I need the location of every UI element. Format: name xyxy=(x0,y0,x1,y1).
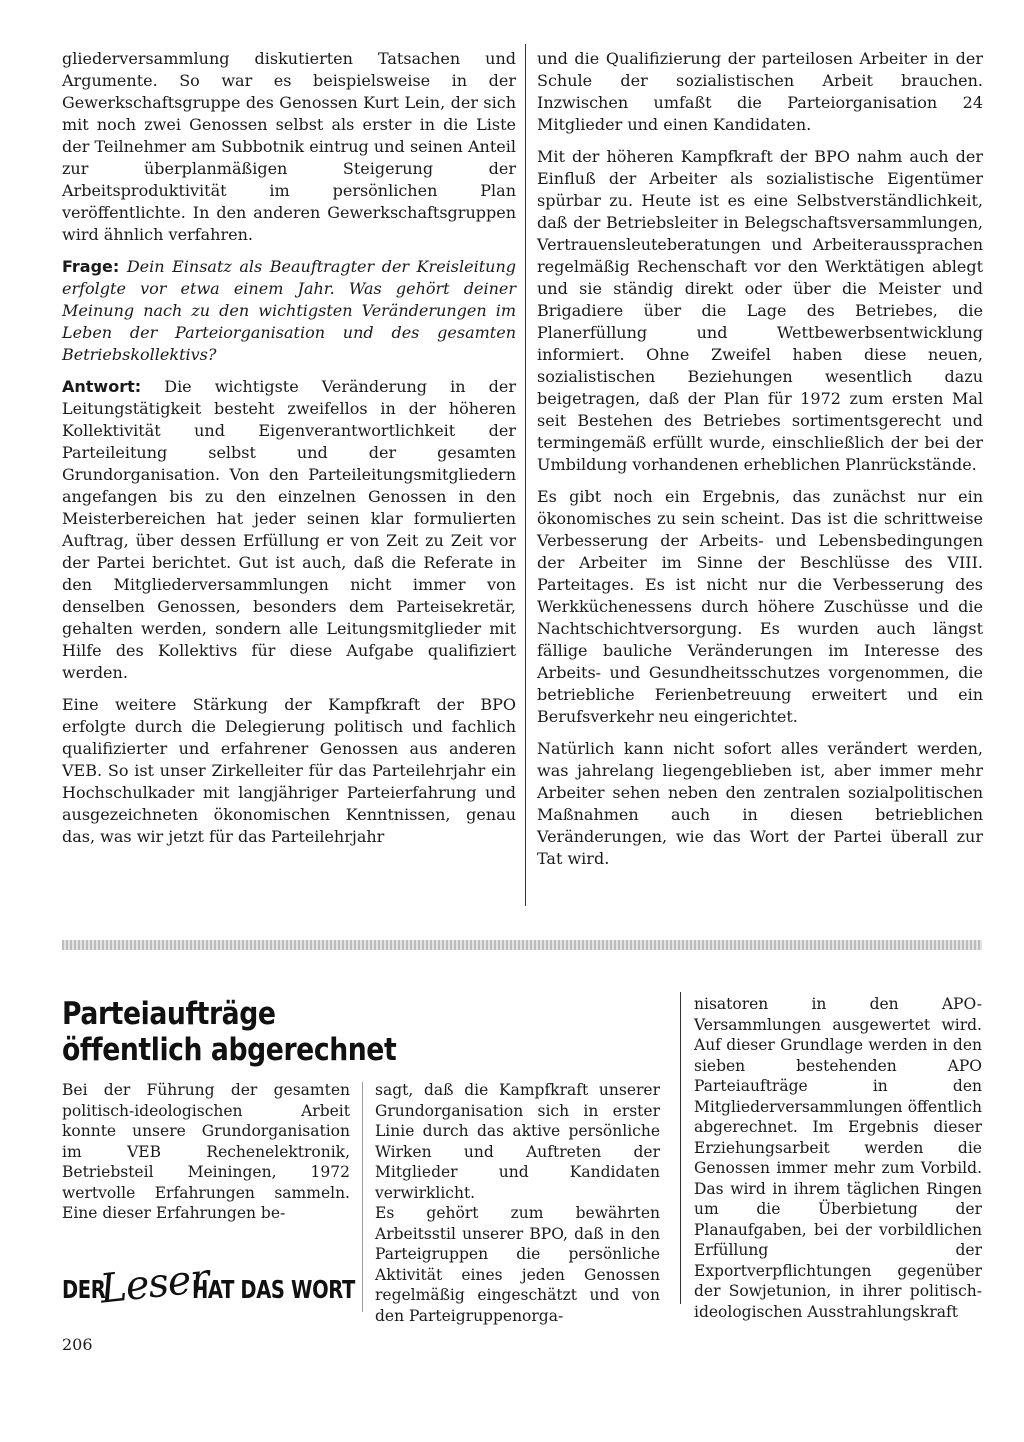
paragraph: sagt, daß die Kampfkraft unserer Grundorganisation sich in erster Linie durch das aktive persönliche Wirken und Auftreten der Mitglieder und Kandidaten verwirklicht. xyxy=(375,1081,660,1202)
article-column-2 xyxy=(375,1080,660,1336)
paragraph: und die Qualifizierung der parteilosen Arbeiter in der Schule der sozialistischen Arbeit brauchen. Inzwischen umfaßt die Parteiorganisation 24 Mitglieder und einen Kandidaten. xyxy=(537,49,983,134)
article-column-3 xyxy=(694,994,982,1332)
paragraph: Natürlich kann nicht sofort alles verändert werden, was jahrelang liegengeblieben ist, aber immer mehr Arbeiter sehen neben den zentralen sozialpolitischen Maßnahmen auch in diesen betrieblichen Veränderungen, wie das Wort der Partei überall zur Tat wird. xyxy=(537,739,983,868)
top-left-column xyxy=(62,48,516,858)
answer-label: Antwort: xyxy=(62,377,142,396)
headline-line: Parteiaufträge xyxy=(62,996,276,1032)
answer-paragraph xyxy=(62,376,516,684)
logo-text-leser: Leser xyxy=(97,1255,211,1313)
column-divider xyxy=(525,44,526,906)
column-divider xyxy=(362,1082,363,1312)
question-text: Dein Einsatz als Beauftragter der Kreisleitung erfolgte vor etwa einem Jahr. Was gehört deiner Meinung nach zu den wichtigsten Veränderungen im Leben der Parteiorganisation und des gesamten Betriebskollektivs? xyxy=(62,257,516,364)
logo-text-hat-das-wort: HAT DAS WORT xyxy=(192,1274,356,1304)
section-separator xyxy=(62,940,982,950)
paragraph: Bei der Führung der gesamten politisch-ideologischen Arbeit konnte unsere Grundorganisation im VEB Rechenelektronik, Betriebsteil Meiningen, 1972 wertvolle Erfahrungen sammeln. Eine dieser Erfahrungen be- xyxy=(62,1081,350,1222)
reader-column-logo xyxy=(62,1255,356,1313)
paragraph: Es gehört zum bewährten Arbeitsstil unserer BPO, daß in den Parteigruppen die persönliche Aktivität eines jeden Genossen regelmäßig eingeschätzt und von den Parteigruppenorga- xyxy=(375,1204,660,1325)
headline-line: öffentlich abgerechnet xyxy=(62,1032,397,1068)
page-number: 206 xyxy=(62,1335,93,1354)
answer-text: Die wichtigste Veränderung in der Leitungstätigkeit besteht zweifellos in der höheren Kollektivität und Eigenverantwortlichkeit der Parteileitung selbst und der gesamten Grundorganisation. Von den Parteileitungsmitgliedern angefangen bis zu den einzelnen Genossen in den Meisterbereichen hat jeder seinen klar formulierten Auftrag, über dessen Erfüllung er von Zeit zu Zeit vor der Partei berichtet. Gut ist auch, daß die Referate in den Mitgliederversammlungen nicht immer von denselben Genossen, besonders dem Parteisekretär, gehalten werden, sondern alle Leitungsmitglieder mit Hilfe des Kollektivs für diese Aufgabe qualifiziert werden. xyxy=(62,377,516,682)
article-headline xyxy=(62,996,397,1068)
article-column-1 xyxy=(62,1080,350,1234)
question-label: Frage: xyxy=(62,257,120,276)
paragraph: gliederversammlung diskutierten Tatsachen und Argumente. So war es beispielsweise in der Gewerkschaftsgruppe des Genossen Kurt Lein, der sich mit noch zwei Genossen selbst als erster in die Liste der Teilnehmer am Subbotnik eintrug und seinen Anteil zur überplanmäßigen Steigerung der Arbeitsproduktivität im persönlichen Plan veröffentlichte. In den anderen Gewerkschaftsgruppen wird ähnlich verfahren. xyxy=(62,49,516,244)
logo-text-der: DER xyxy=(62,1274,106,1304)
question-paragraph xyxy=(62,256,516,366)
paragraph: Mit der höheren Kampfkraft der BPO nahm auch der Einfluß der Arbeiter als sozialistische Eigentümer spürbar zu. Heute ist es eine Selbstverständlichkeit, daß der Betriebsleiter in Belegschaftsversammlungen, Vertrauensleuteberatungen und Arbeiteraussprachen regelmäßig Rechenschaft vor den Werktätigen ablegt und sie ständig direkt oder über die Meister und Brigadiere über die Lage des Betriebes, die Planerfüllung und Wettbewerbsentwicklung informiert. Ohne Zweifel haben diese neuen, sozialistischen Beziehungen wesentlich dazu beigetragen, daß der Plan für 1972 zum ersten Mal seit Bestehen des Betriebes sortimentsgerecht und termingemäß erfüllt wurde, einschließlich der bei der Umbildung vorhandenen erheblichen Planrückstände. xyxy=(537,147,983,474)
paragraph: nisatoren in den APO-Versammlungen ausgewertet wird. Auf dieser Grundlage werden in den sieben bestehenden APO Parteiaufträge in den Mitgliederversammlungen öffentlich abgerechnet. Im Ergebnis dieser Erziehungsarbeit werden die Genossen immer mehr zum Vorbild. Das wird in ihrem täglichen Ringen um die Überbietung der Planaufgaben, bei der vorbildlichen Erfüllung der Exportverpflichtungen gegenüber der Sowjetunion, in ihrer politisch-ideologischen Ausstrahlungskraft xyxy=(694,995,982,1321)
top-right-column xyxy=(537,48,983,880)
paragraph: Eine weitere Stärkung der Kampfkraft der BPO erfolgte durch die Delegierung politisch und fachlich qualifizierter und erfahrener Genossen aus anderen VEB. So ist unser Zirkelleiter für das Parteilehrjahr ein Hochschulkader mit langjähriger Parteierfahrung und ausgezeichneten ökonomischen Kenntnissen, genau das, was wir jetzt für das Parteilehrjahr xyxy=(62,695,516,846)
column-divider xyxy=(680,992,681,1304)
paragraph: Es gibt noch ein Ergebnis, das zunächst nur ein ökonomisches zu sein scheint. Das ist die schrittweise Verbesserung der Arbeits- und Lebensbedingungen der Arbeiter im Sinne der Beschlüsse des VIII. Parteitages. Es ist nicht nur die Verbesserung des Werkküchenessens durch höhere Zuschüsse und die Nachtschichtversorgung. Es wurden auch längst fällige bauliche Veränderungen im Interesse des Arbeits- und Gesundheitsschutzes vorgenommen, die betriebliche Ferienbetreuung erweitert und ein Berufsverkehr neu eingerichtet. xyxy=(537,487,983,726)
